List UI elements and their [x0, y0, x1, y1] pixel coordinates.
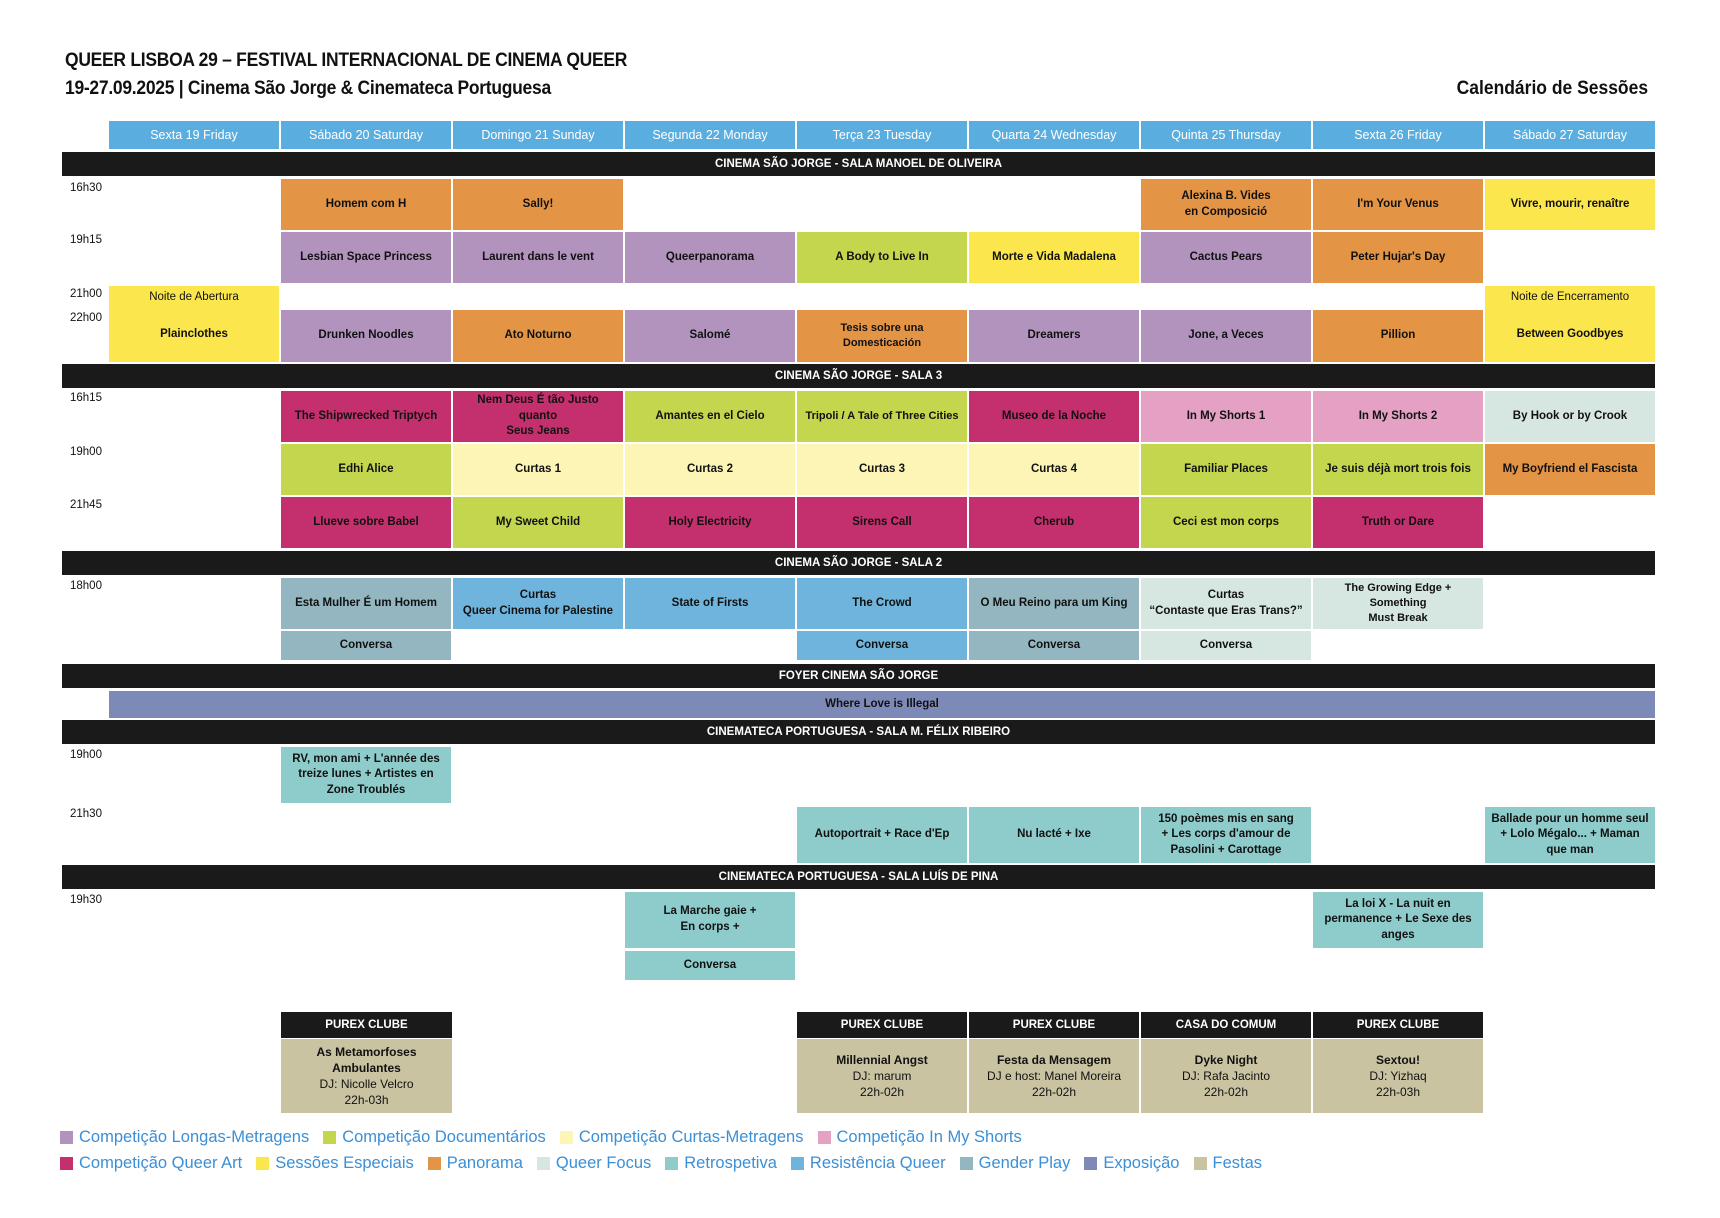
legend-label: Competição Longas-Metragens [79, 1128, 310, 1146]
session-title-line: Zone Troublés [326, 783, 406, 796]
session-cell[interactable]: Llueve sobre Babel [281, 497, 451, 548]
party-hours: 22h-03h [1375, 1085, 1421, 1100]
calendar-title: Calendário de Sessões [1456, 78, 1648, 99]
conversa-cell[interactable]: Conversa [625, 951, 795, 980]
legend-label: Competição Curtas-Metragens [578, 1128, 804, 1146]
party-name: Festa da Mensagem [996, 1052, 1112, 1067]
legend-swatch [1194, 1157, 1207, 1170]
session-cell[interactable]: Esta Mulher É um Homem [281, 578, 451, 629]
session-cell[interactable]: O Meu Reino para um King [969, 578, 1139, 629]
session-cell[interactable]: Dreamers [969, 310, 1139, 362]
venue-header: CINEMA SÃO JORGE - SALA 3 [62, 364, 1655, 388]
legend-item [1084, 1154, 1179, 1173]
conversa-cell[interactable]: Conversa [281, 631, 451, 660]
legend-swatch [960, 1157, 973, 1170]
legend-label: Panorama [446, 1154, 523, 1172]
session-title-line: treize lunes + Artistes en [298, 768, 434, 781]
legend-label: Competição Documentários [342, 1128, 546, 1146]
session-cell[interactable]: Tripoli / A Tale of Three Cities [797, 391, 967, 442]
session-cell[interactable]: Curtas 4 [969, 444, 1139, 495]
session-cell[interactable]: A Body to Live In [797, 232, 967, 283]
time-label: 21h30 [70, 808, 102, 820]
legend-item [60, 1154, 242, 1173]
session-title-line: La loi X - La nuit en [1345, 897, 1451, 910]
legend-swatch [665, 1157, 678, 1170]
session-title-line: En corps + [680, 921, 740, 933]
party-dj: DJ: Rafa Jacinto [1181, 1068, 1271, 1083]
legend-row [60, 1128, 1660, 1147]
session-cell[interactable]: Cactus Pears [1141, 232, 1311, 283]
session-cell[interactable] [1485, 286, 1655, 362]
session-cell[interactable] [625, 892, 795, 948]
session-cell[interactable] [1485, 807, 1655, 863]
session-note: Noite de Encerramento [1510, 291, 1630, 303]
session-cell[interactable] [1313, 892, 1483, 948]
conversa-cell[interactable]: Conversa [797, 631, 967, 660]
legend-item [1194, 1154, 1263, 1173]
party-name: Sextou! [1375, 1052, 1420, 1067]
time-label: 16h15 [70, 392, 102, 404]
festival-title: QUEER LISBOA 29 – FESTIVAL INTERNACIONAL DE CINEMA QUEER [65, 50, 628, 71]
session-cell[interactable]: Sally! [453, 179, 623, 230]
day-header-sat27: Sábado 27 Saturday [1485, 121, 1655, 149]
time-label: 19h15 [70, 234, 102, 246]
legend-label: Queer Focus [555, 1154, 652, 1172]
session-title-line: + Les corps d'amour de [1161, 828, 1291, 841]
legend-item [818, 1128, 1022, 1147]
party-hours: 22h-02h [1031, 1085, 1077, 1100]
party-name: As Metamorfoses [316, 1044, 417, 1059]
festival-dates: 19-27.09.2025 | Cinema São Jorge & Cinemateca Portuguesa [65, 78, 551, 99]
party-event[interactable] [1313, 1039, 1483, 1113]
legend-swatch [791, 1157, 804, 1170]
party-venue-header: PUREX CLUBE [797, 1012, 967, 1038]
day-header-mon22: Segunda 22 Monday [625, 121, 795, 149]
session-cell[interactable]: Familiar Places [1141, 444, 1311, 495]
session-cell[interactable]: Edhi Alice [281, 444, 451, 495]
session-cell[interactable]: My Sweet Child [453, 497, 623, 548]
session-cell[interactable] [1141, 179, 1311, 230]
session-title-line: permanence + Le Sexe des [1324, 913, 1472, 926]
party-hours: 22h-02h [859, 1085, 905, 1100]
time-label: 16h30 [70, 182, 102, 194]
legend-swatch [323, 1131, 336, 1144]
conversa-cell[interactable]: Conversa [969, 631, 1139, 660]
legend-item [60, 1128, 309, 1147]
legend-label: Gender Play [978, 1154, 1071, 1172]
legend-label: Competição In My Shorts [836, 1128, 1022, 1146]
party-venue-header: PUREX CLUBE [1313, 1012, 1483, 1038]
time-label: 22h00 [70, 312, 102, 324]
venue-header: CINEMA SÃO JORGE - SALA 2 [62, 551, 1655, 575]
session-cell[interactable]: Ceci est mon corps [1141, 497, 1311, 548]
session-cell[interactable] [453, 391, 623, 442]
session-cell[interactable]: Autoportrait + Race d'Ep [797, 807, 967, 863]
session-title-line: La Marche gaie + [663, 905, 757, 918]
legend-swatch [1084, 1157, 1097, 1170]
party-venue-header: PUREX CLUBE [969, 1012, 1139, 1038]
session-title-line: + Lolo Mégalo... + Maman [1500, 828, 1640, 841]
session-cell[interactable]: Salomé [625, 310, 795, 362]
session-cell[interactable]: Je suis déjà mort trois fois [1313, 444, 1483, 495]
time-label: 21h00 [70, 288, 102, 300]
session-cell[interactable]: Truth or Dare [1313, 497, 1483, 548]
session-cell[interactable]: State of Firsts [625, 578, 795, 629]
session-title-line: Pasolini + Carottage [1170, 843, 1282, 856]
session-title-line: Must Break [1368, 611, 1428, 624]
time-label: 21h45 [70, 499, 102, 511]
legend-label: Sessões Especiais [275, 1154, 414, 1172]
time-label: 19h30 [70, 894, 102, 906]
session-title-line: 150 poèmes mis en sang [1158, 812, 1294, 825]
legend-label: Festas [1212, 1154, 1263, 1172]
party-name: Ambulantes [332, 1060, 401, 1075]
venue-header: CINEMATECA PORTUGUESA - SALA M. FÉLIX RIBEIRO [62, 720, 1655, 744]
day-header-sun21: Domingo 21 Sunday [453, 121, 623, 149]
time-label: 19h00 [70, 749, 102, 761]
session-cell[interactable] [453, 578, 623, 629]
session-cell[interactable]: My Boyfriend el Fascista [1485, 444, 1655, 495]
session-cell[interactable]: The Shipwrecked Triptych [281, 391, 451, 442]
session-cell[interactable] [109, 286, 279, 362]
legend-item [428, 1154, 523, 1173]
day-header-fri19: Sexta 19 Friday [109, 121, 279, 149]
session-title-line: Nem Deus É tão Justo quanto [477, 394, 599, 422]
session-title-line: Queer Cinema for Palestine [462, 604, 614, 617]
session-title-line: Seus Jeans [506, 425, 570, 438]
conversa-cell[interactable]: Conversa [1141, 631, 1311, 660]
party-venue-header: CASA DO COMUM [1141, 1012, 1311, 1038]
legend-swatch [60, 1157, 73, 1170]
session-cell[interactable]: Ato Noturno [453, 310, 623, 362]
party-dj: DJ: Nicolle Velcro [319, 1077, 414, 1091]
session-cell[interactable]: Amantes en el Cielo [625, 391, 795, 442]
legend-item [960, 1154, 1071, 1173]
time-label: 18h00 [70, 580, 102, 592]
party-dj: DJ: Yizhaq [1369, 1068, 1427, 1083]
session-title-line: Alexina B. Vides [1181, 189, 1271, 202]
session-note: Noite de Abertura [149, 291, 239, 303]
party-name: Millennial Angst [836, 1052, 928, 1067]
session-cell[interactable]: Curtas 3 [797, 444, 967, 495]
session-title-line: Between Goodbyes [1516, 327, 1624, 340]
party-event[interactable] [969, 1039, 1139, 1113]
legend-label: Exposição [1103, 1154, 1180, 1172]
session-cell[interactable]: Curtas 2 [625, 444, 795, 495]
session-cell[interactable] [1313, 578, 1483, 629]
session-cell[interactable]: Morte e Vida Madalena [969, 232, 1139, 283]
party-hours: 22h-03h [344, 1093, 389, 1108]
session-cell[interactable]: Jone, a Veces [1141, 310, 1311, 362]
legend-swatch [428, 1157, 441, 1170]
session-cell[interactable]: Museo de la Noche [969, 391, 1139, 442]
session-title-line: Ballade pour un homme seul [1491, 812, 1649, 825]
session-title-line: “Contaste que Eras Trans?” [1149, 604, 1303, 617]
legend-swatch [537, 1157, 550, 1170]
day-header-wed24: Quarta 24 Wednesday [969, 121, 1139, 149]
legend-item [323, 1128, 546, 1147]
party-event[interactable] [797, 1039, 967, 1113]
session-cell[interactable]: In My Shorts 1 [1141, 391, 1311, 442]
session-cell[interactable]: By Hook or by Crook [1485, 391, 1655, 442]
session-cell[interactable]: Cherub [969, 497, 1139, 548]
session-title-line: The Growing Edge + Something [1344, 582, 1452, 610]
session-title-line: anges [1381, 928, 1415, 941]
legend-swatch [560, 1131, 573, 1144]
session-title-line: Curtas [519, 588, 557, 601]
session-cell[interactable]: Lesbian Space Princess [281, 232, 451, 283]
day-header-thu25: Quinta 25 Thursday [1141, 121, 1311, 149]
legend-item [560, 1128, 804, 1147]
session-title-line: Curtas [1207, 588, 1245, 601]
session-cell[interactable] [1141, 807, 1311, 863]
party-event[interactable] [1141, 1039, 1311, 1113]
session-cell[interactable]: Drunken Noodles [281, 310, 451, 362]
party-hours: 22h-02h [1203, 1085, 1249, 1100]
session-cell[interactable]: Holy Electricity [625, 497, 795, 548]
legend-item [665, 1154, 777, 1173]
legend-item [537, 1154, 651, 1173]
session-cell[interactable]: Peter Hujar's Day [1313, 232, 1483, 283]
session-cell[interactable]: Laurent dans le vent [453, 232, 623, 283]
venue-header: FOYER CINEMA SÃO JORGE [62, 664, 1655, 688]
legend-swatch [60, 1131, 73, 1144]
session-title-line: que man [1546, 843, 1594, 856]
party-dj: DJ e host: Manel Moreira [986, 1068, 1122, 1083]
session-title-line: RV, mon ami + L'année des [292, 752, 440, 765]
exhibition-cell[interactable]: Where Love is Illegal [109, 691, 1655, 718]
session-title-line: Plainclothes [160, 327, 228, 340]
legend-swatch [818, 1131, 831, 1144]
venue-header: CINEMATECA PORTUGUESA - SALA LUÍS DE PINA [62, 865, 1655, 889]
legend-label: Retrospetiva [684, 1154, 777, 1172]
session-cell[interactable] [281, 747, 451, 803]
day-header-tue23: Terça 23 Tuesday [797, 121, 967, 149]
session-cell[interactable]: Pillion [1313, 310, 1483, 362]
session-cell[interactable]: Sirens Call [797, 497, 967, 548]
venue-header: CINEMA SÃO JORGE - SALA MANOEL DE OLIVEIRA [62, 152, 1655, 176]
party-event[interactable] [281, 1039, 452, 1113]
party-dj: DJ: marum [852, 1068, 912, 1083]
party-venue-header: PUREX CLUBE [281, 1012, 452, 1038]
session-cell[interactable] [1141, 578, 1311, 629]
day-header-sat20: Sábado 20 Saturday [281, 121, 451, 149]
session-cell[interactable]: Queerpanorama [625, 232, 795, 283]
legend-item [791, 1154, 946, 1173]
session-title-line: en Composició [1184, 205, 1268, 218]
legend-item [256, 1154, 414, 1173]
session-cell[interactable]: Curtas 1 [453, 444, 623, 495]
legend-label: Competição Queer Art [79, 1154, 243, 1172]
party-name: Dyke Night [1194, 1052, 1258, 1067]
session-cell[interactable]: Homem com H [281, 179, 451, 230]
session-cell[interactable]: The Crowd [797, 578, 967, 629]
day-header-fri26: Sexta 26 Friday [1313, 121, 1483, 149]
session-cell[interactable]: Vivre, mourir, renaître [1485, 179, 1655, 230]
legend-row [60, 1154, 1660, 1173]
session-cell[interactable]: I'm Your Venus [1313, 179, 1483, 230]
session-cell[interactable]: Nu lacté + Ixe [969, 807, 1139, 863]
session-cell[interactable]: Tesis sobre una Domesticación [797, 310, 967, 362]
session-cell[interactable]: In My Shorts 2 [1313, 391, 1483, 442]
time-label: 19h00 [70, 446, 102, 458]
legend-label: Resistência Queer [809, 1154, 946, 1172]
legend-swatch [256, 1157, 269, 1170]
